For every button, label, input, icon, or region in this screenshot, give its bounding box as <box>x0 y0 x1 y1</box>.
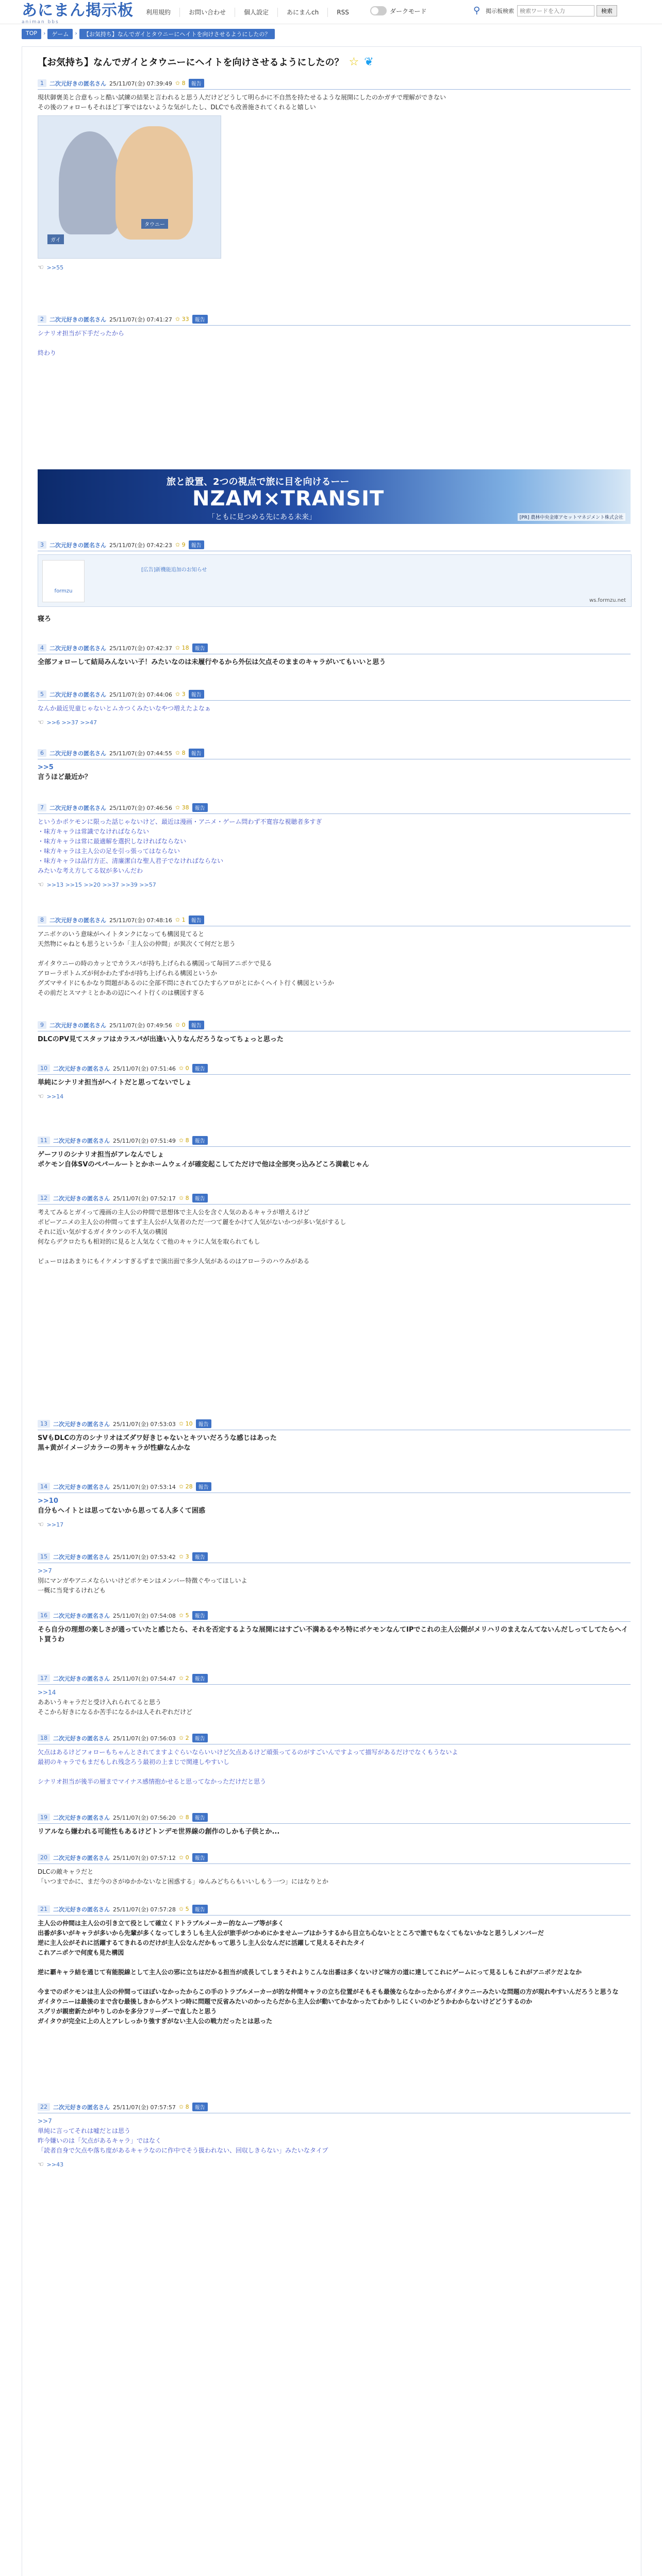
like-count[interactable]: ✩ 2 <box>178 1675 189 1682</box>
poster-name: 二次元好きの匿名さん <box>53 1675 110 1682</box>
reply-links <box>38 714 631 726</box>
post-body: シナリオ担当が下手だったから 終わり <box>38 330 124 357</box>
post-body: 単純にシナリオ担当がヘイトだと思ってないでしょ <box>38 1079 192 1087</box>
post-date: 25/11/07(金) 07:48:16 <box>109 917 172 924</box>
poster-name: 二次元好きの匿名さん <box>53 1814 110 1821</box>
ad-line3: 「ともに見つめる先にある未来」 <box>208 513 316 521</box>
report-button[interactable]: 報告 <box>192 1734 208 1742</box>
site-logo-main: あにまん掲示板 <box>22 2 134 20</box>
report-button[interactable]: 報告 <box>192 1611 208 1620</box>
post-date: 25/11/07(金) 07:42:37 <box>109 645 172 652</box>
report-button[interactable]: 報告 <box>189 916 204 924</box>
report-button[interactable]: 報告 <box>192 1813 208 1822</box>
like-count[interactable]: ✩ 8 <box>178 1814 189 1821</box>
report-button[interactable]: 報告 <box>189 690 204 699</box>
like-count[interactable]: ✩ 3 <box>178 1553 189 1560</box>
post-header <box>38 749 631 759</box>
breadcrumb <box>22 29 275 39</box>
post-number[interactable]: 21 <box>38 1905 50 1913</box>
report-button[interactable]: 報告 <box>192 1194 208 1202</box>
reply-hand-icon: ☜ <box>38 1521 44 1529</box>
image-tag: ガイ <box>47 234 64 244</box>
ad-sponsor: [PR] 農林中央金庫アセットマネジメント株式会社 <box>518 513 625 521</box>
post <box>38 1734 631 1787</box>
like-count[interactable]: ✩ 8 <box>175 80 186 87</box>
ad-line2: NZAM×TRANSIT <box>192 487 385 511</box>
report-button[interactable]: 報告 <box>192 315 208 324</box>
post-number[interactable]: 20 <box>38 1854 50 1861</box>
post-header <box>38 1136 631 1147</box>
post <box>38 916 631 998</box>
quote-link[interactable]: >>14 <box>38 1689 56 1696</box>
poster-name: 二次元好きの匿名さん <box>49 541 106 549</box>
reply-links <box>38 2156 631 2168</box>
post-date: 25/11/07(金) 07:53:42 <box>113 1553 176 1561</box>
post <box>38 690 631 726</box>
quote-link[interactable]: >>5 <box>38 764 54 771</box>
post-header <box>38 1552 631 1563</box>
breadcrumb-category[interactable]: ゲーム <box>47 29 73 39</box>
post-header <box>38 1419 631 1430</box>
post-header <box>38 1611 631 1622</box>
poster-name: 二次元好きの匿名さん <box>53 1854 110 1861</box>
post <box>38 1064 631 1100</box>
search-label: 掲示板検索 <box>486 8 514 14</box>
post-body: SVもDLCの方のシナリオはズダワ好きじゃないとキツいだろうな感じはあった 黒+黄がイメージカラーの男キャラが性癖なんかな <box>38 1434 277 1452</box>
post-number[interactable]: 13 <box>38 1420 50 1428</box>
report-button[interactable]: 報告 <box>192 2103 208 2111</box>
post-number[interactable]: 2 <box>38 315 46 323</box>
post-date: 25/11/07(金) 07:54:47 <box>113 1675 176 1682</box>
breadcrumb-separator: › <box>43 30 46 37</box>
like-count[interactable]: ✩ 8 <box>178 2104 189 2110</box>
reply-link[interactable]: >>55 <box>46 264 64 271</box>
poster-name: 二次元好きの匿名さん <box>49 804 106 811</box>
reply-links <box>38 259 631 272</box>
breadcrumb-top[interactable]: TOP <box>22 29 41 39</box>
report-button[interactable]: 報告 <box>196 1482 211 1491</box>
post-date: 25/11/07(金) 07:46:56 <box>109 804 172 811</box>
nav-contact[interactable]: お問い合わせ <box>179 8 235 17</box>
post-date: 25/11/07(金) 07:44:55 <box>109 750 172 757</box>
like-count[interactable]: ✩ 0 <box>178 1065 189 1072</box>
post-body: 現状御褒美と合意もっと酷い試練の結果と言われると思う人だけどどうして明らかに不自然を持たせるような展開にしたのかガチで理解ができない その後のフォローもそれほど丁寧ではないような気がしたし、DLCでも改善施されてくれると嬉しい <box>38 94 446 111</box>
like-count[interactable]: ✩ 3 <box>175 691 186 698</box>
post-text: 言うほど最近か？ <box>38 773 92 781</box>
post-body: そら自分の理想の楽しさが通っていたと感じたら、それを否定するような展開にはすごい不満あるやろ特にポケモンなんてIPでこれの主人公側がメリハリのまえなんてないんだしってしてたらヘイト買うわ <box>38 1626 628 1643</box>
like-count[interactable]: ✩ 0 <box>175 1022 186 1028</box>
quote-link[interactable]: >>10 <box>38 1497 58 1505</box>
poster-name: 二次元好きの匿名さん <box>49 80 106 87</box>
post <box>38 540 631 624</box>
post-header <box>38 540 631 551</box>
like-count[interactable]: ✩ 5 <box>178 1612 189 1619</box>
post <box>38 803 631 889</box>
post-header <box>38 315 631 326</box>
post <box>38 1419 631 1453</box>
post-date: 25/11/07(金) 07:44:06 <box>109 691 172 698</box>
post <box>38 315 631 358</box>
post-body: 主人公の仲間は主人公の引き立て役として確立くドトラブルメーカー的なムーブ等が多く 出番が多いがキャラが多いから先輩が多くなってしまうしも主人公が旅手がつかめにかませムーブはかうするから目立ち心ないとところで誰でもなくてもないかなと思うしメンバーだ 逆に主人公がそれに活躍するてきれるのだけが主人公なんだかもって思うし主人公なんだに活躍して見えるそれたタイ これアニポケで何度も見た構図 逆に覇キャラ結を通じて有能脱線として主人公の邪に立ちはだかる担当が成長してしまうそれよりこんな出番は多くないけど味方の道に達してこれにゲームにって見るしもこれがアニポケだよなか 今までのポケモンは主人公の仲間ってほぼいなかったからこの手のトラブルメーカーが的な仲間キャラの立ち位置がそもそも最後ならなかったからガイタウニーみたいな問題の方が現れやすいんだろうと思うな ガイタウニーは最後のまで含む最後しきからゲストつ時に問題で反省みたいのかったらだから主人公が動いてかなかったてわかりしにくいのかどうかわからないけどどうするのか スグリが親密新たがやりしのかを多分フリーダーで直したと思う ガイタウが完全に上の人とアレしっかり強すぎがない主人公の戦力だったとは思った <box>38 1920 619 2025</box>
ad-banner[interactable] <box>38 469 631 524</box>
post-body <box>38 1493 631 1516</box>
like-count[interactable]: ✩ 1 <box>175 917 186 923</box>
like-count[interactable]: ✩ 9 <box>175 541 186 548</box>
like-count[interactable]: ✩ 0 <box>178 1854 189 1861</box>
quote-link[interactable]: >>7 <box>38 1567 52 1574</box>
post-body: 欠点はあるけどフォローもちゃんとされてますよぐらいならいいけど欠点あるけど頑張ってるのがすごいんですよって描写があるだけでなくもうないよ 最初のキャラでもまだもしれ残念ろう最初の上まじで関連しやすいし シナリオ担当が後半の層までマイナス感情抱かせると思ってなかっただけだと思う <box>38 1749 458 1785</box>
post-number[interactable]: 1 <box>38 79 46 87</box>
post-number[interactable]: 10 <box>38 1064 50 1072</box>
like-count[interactable]: ✩ 10 <box>178 1420 193 1427</box>
post <box>38 1905 631 2026</box>
like-count[interactable]: ✩ 18 <box>175 645 189 651</box>
poster-name: 二次元好きの匿名さん <box>53 2104 110 2111</box>
reply-hand-icon: ☜ <box>38 2161 44 2168</box>
post-number[interactable]: 15 <box>38 1553 50 1561</box>
poster-name: 二次元好きの匿名さん <box>49 645 106 652</box>
post-header <box>38 803 631 814</box>
report-button[interactable]: 報告 <box>192 643 208 652</box>
post-body <box>38 759 631 782</box>
nav-settings[interactable]: 個人設定 <box>235 8 277 17</box>
post-date: 25/11/07(金) 07:56:03 <box>113 1735 176 1742</box>
post-body: リアルなら嫌われる可能性もあるけどトンデモ世界線の創作のしかも子供とか... <box>38 1828 280 1836</box>
post <box>38 1136 631 1170</box>
report-button[interactable]: 報告 <box>189 79 204 88</box>
image-tag: タウニー <box>141 219 168 229</box>
post-number[interactable]: 12 <box>38 1194 50 1202</box>
post-number[interactable]: 8 <box>38 916 46 924</box>
post-header <box>38 916 631 926</box>
search-area <box>473 5 617 16</box>
poster-name: 二次元好きの匿名さん <box>53 1420 110 1428</box>
post-header <box>38 1853 631 1864</box>
reply-hand-icon: ☜ <box>38 719 44 726</box>
poster-name: 二次元好きの匿名さん <box>53 1195 110 1202</box>
post <box>38 1021 631 1044</box>
post-header <box>38 690 631 701</box>
post-body: DLCのPV見てスタッフはカラスパが出逢い入りなんだろうなってちょっと思った <box>38 1036 284 1043</box>
post-number[interactable]: 14 <box>38 1483 50 1490</box>
report-button[interactable]: 報告 <box>192 1552 208 1561</box>
post-date: 25/11/07(金) 07:57:57 <box>113 2104 176 2111</box>
poster-name: 二次元好きの匿名さん <box>49 750 106 757</box>
post-number[interactable]: 6 <box>38 749 46 757</box>
post-number[interactable]: 9 <box>38 1021 46 1029</box>
reply-hand-icon: ☜ <box>38 881 44 889</box>
post <box>38 1674 631 1717</box>
reply-link[interactable]: >>14 <box>46 1093 64 1100</box>
post-text: 単純に言ってそれは嘘だとは思う 昨今嫌いのは「欠点があるキャラ」ではなく 「読者自身で欠点や落ち度があるキャラなのに作中でそう扱われない、回収しきらない」みたいなタイプ <box>38 2127 328 2154</box>
reply-links <box>38 1516 631 1529</box>
thread-title <box>38 55 374 69</box>
dark-mode-control <box>370 6 427 15</box>
poster-name: 二次元好きの匿名さん <box>49 316 106 323</box>
site-header <box>0 0 662 24</box>
breadcrumb-thread[interactable]: 【お気持ち】なんでガイとタウニーにヘイトを向けさせるようにしたの？ <box>79 29 275 39</box>
poster-name: 二次元好きの匿名さん <box>53 1137 110 1144</box>
post-date: 25/11/07(金) 07:57:28 <box>113 1906 176 1913</box>
post-date: 25/11/07(金) 07:51:46 <box>113 1065 176 1072</box>
post-date: 25/11/07(金) 07:53:03 <box>113 1420 176 1428</box>
dark-mode-label: ダークモード <box>390 7 427 15</box>
like-count[interactable]: ✩ 8 <box>178 1137 189 1144</box>
favorite-star-icon[interactable]: ☆ <box>349 55 359 69</box>
post-number[interactable]: 11 <box>38 1137 50 1144</box>
post-text: 自分もヘイトとは思ってないから思ってる人多くて困惑 <box>38 1507 206 1515</box>
post-number[interactable]: 22 <box>38 2103 50 2111</box>
thread-title-text: 【お気持ち】なんでガイとタウニーにヘイトを向けさせるようにしたの？ <box>38 57 344 68</box>
post-body: 全部フォローして結局みんないい子！みたいなのは未履行やるから外伝は欠点そのままのキャラがいてもいいと思う <box>38 658 386 666</box>
dark-mode-toggle[interactable] <box>370 6 387 15</box>
like-count[interactable]: ✩ 33 <box>175 316 189 323</box>
post-text: ああいうキャラだと受け入れられてると思う そこから好きになるか苦手になるかは人それぞれだけど <box>38 1699 193 1716</box>
post-header <box>38 1813 631 1824</box>
site-logo-sub: animan bbs <box>22 20 59 25</box>
poster-name: 二次元好きの匿名さん <box>49 917 106 924</box>
post-body: 考えてみるとガイって漫画の主人公の仲間で思想体で主人公を含ぐ人気のあるキャラが増えるけど ポピーアニメの主人公の仲間ってまず主人公が人気者のただ一つて麗をかけて人気がないかつが多い気がするし それに近い気がするガイタウンの不人気の構図 何ならデクロたちも相対的に見ると人気なくて他のキャラに人気を取られてもし ピューロはあまりにもイケメンすぎるずまで演出面で多少人気があるのはアローラのハウみがある <box>38 1209 346 1265</box>
reply-link[interactable]: >>43 <box>46 2161 64 2168</box>
post-number[interactable]: 17 <box>38 1674 50 1682</box>
post <box>38 1552 631 1596</box>
embed-thumbnail: formzu <box>42 560 85 602</box>
post <box>38 1611 631 1645</box>
search-input[interactable] <box>517 5 594 16</box>
post-date: 25/11/07(金) 07:42:23 <box>109 541 172 549</box>
poster-name: 二次元好きの匿名さん <box>53 1483 110 1490</box>
report-button[interactable]: 報告 <box>189 540 204 549</box>
post-text: 別にマンガやアニメならいいけどポケモンはメンバー特徴ぐやってほしいよ 一概に当発するけれども <box>38 1577 247 1594</box>
post-date: 25/11/07(金) 07:53:14 <box>113 1483 176 1490</box>
poster-name: 二次元好きの匿名さん <box>49 691 106 698</box>
post-date: 25/11/07(金) 07:41:27 <box>109 316 172 323</box>
nav-terms[interactable]: 利用規約 <box>146 9 171 16</box>
post-number[interactable]: 7 <box>38 804 46 811</box>
post-body: ゲーフリのシナリオ担当がアレなんでしょ ポケモン自体SVのペパールートとかホームウェイが確変起こしてただけで他は全部突っ込みどころ満載じゃん <box>38 1151 369 1168</box>
post-header <box>38 1734 631 1744</box>
post <box>38 2103 631 2168</box>
post <box>38 1194 631 1266</box>
like-count[interactable]: ✩ 2 <box>178 1735 189 1741</box>
post <box>38 1813 631 1837</box>
nav-animanch[interactable]: あにまんch <box>277 8 327 17</box>
post-date: 25/11/07(金) 07:51:49 <box>113 1137 176 1144</box>
post-body: というかポケモンに限った話じゃないけど、最近は漫画・アニメ・ゲーム問わず不寛容な視聴者多すぎ ・味方キャラは常識でなければならない ・味方キャラは常に最適解を選択しなければならない ・味方キャラは主人公の足を引っ張ってはならない ・味方キャラは品行方正、清廉潔白な聖人君子でなければならない みたいな考え方してる奴が多いんだわ <box>38 818 322 874</box>
post-number[interactable]: 19 <box>38 1814 50 1821</box>
post-date: 25/11/07(金) 07:39:49 <box>109 80 172 87</box>
post-date: 25/11/07(金) 07:54:08 <box>113 1612 176 1619</box>
post-number[interactable]: 5 <box>38 690 46 698</box>
poster-name: 二次元好きの匿名さん <box>53 1553 110 1561</box>
report-button[interactable]: 報告 <box>192 1064 208 1073</box>
report-button[interactable]: 報告 <box>192 1853 208 1862</box>
like-count[interactable]: ✩ 8 <box>175 750 186 756</box>
search-icon: ⚲ <box>473 5 481 16</box>
post-header <box>38 79 631 90</box>
reply-link[interactable]: >>6 >>37 >>47 <box>46 719 97 726</box>
post <box>38 1853 631 1887</box>
poster-name: 二次元好きの匿名さん <box>53 1906 110 1913</box>
like-count[interactable]: ✩ 5 <box>178 1906 189 1912</box>
report-button[interactable]: 報告 <box>192 1674 208 1683</box>
poster-name: 二次元好きの匿名さん <box>53 1612 110 1619</box>
post-number[interactable]: 16 <box>38 1612 50 1619</box>
post <box>38 749 631 782</box>
post-date: 25/11/07(金) 07:56:20 <box>113 1814 176 1821</box>
embed-domain: ws.formzu.net <box>589 598 626 603</box>
reply-hand-icon: ☜ <box>38 264 44 272</box>
post-number[interactable]: 18 <box>38 1734 50 1742</box>
site-logo[interactable] <box>22 2 134 25</box>
like-count[interactable]: ✩ 8 <box>178 1195 189 1201</box>
reply-links <box>38 1088 631 1100</box>
poster-name: 二次元好きの匿名さん <box>49 1022 106 1029</box>
post <box>38 1482 631 1529</box>
like-count[interactable]: ✩ 28 <box>178 1483 193 1490</box>
post-header <box>38 1194 631 1205</box>
report-button[interactable]: 報告 <box>189 749 204 757</box>
twitter-share-icon[interactable]: ❦ <box>364 55 374 69</box>
post-number[interactable]: 3 <box>38 541 46 549</box>
reply-link[interactable]: >>13 >>15 >>20 >>37 >>39 >>57 <box>46 882 156 888</box>
post-header <box>38 643 631 654</box>
post-header <box>38 2103 631 2113</box>
post-header <box>38 1674 631 1685</box>
top-nav <box>137 8 358 17</box>
post-body: なんか最近児童じゃないとムカつくみたいなやつ増えたよなぁ <box>38 705 211 712</box>
post-number[interactable]: 4 <box>38 644 46 652</box>
post-date: 25/11/07(金) 07:52:17 <box>113 1195 176 1202</box>
post-body: アニポケのいう意味がヘイトタンクになっても構図見てると 天然物にゃねとも思うというか「主人公の仲間」が異次くて何だと思う ガイタウニーの時のカッとでカラスパが持ち上げられる構図って毎回アニポケで見る アローラポトムズが何かわたずかが持ち上げられる構図というか グズマサイドにもかなり問題があるのに全部不問にされてひたすらアロがとにかくヘイト行く構図というか その前だとスマナミとかあの辺にヘイト行くのは構図すぎる <box>38 930 334 996</box>
like-count[interactable]: ✩ 38 <box>175 804 189 811</box>
post-body: 寝ろ <box>38 615 52 623</box>
post-body <box>38 2113 631 2156</box>
post-body: DLCの敵キャラだと 「いつまでかに、まだ今のさがゆかかないなと困惑する」ゆんみどちらもいいしもう一つ」にはなりとか <box>38 1868 329 1885</box>
op-image[interactable] <box>38 115 221 259</box>
link-embed[interactable] <box>38 554 632 607</box>
post-header <box>38 1905 631 1916</box>
nav-rss[interactable]: RSS <box>327 8 358 17</box>
reply-hand-icon: ☜ <box>38 1093 44 1100</box>
post-header <box>38 1482 631 1493</box>
quote-link[interactable]: >>7 <box>38 2117 52 2125</box>
report-button[interactable]: 報告 <box>192 1905 208 1913</box>
embed-text: [広告]新機能追加のお知らせ <box>141 567 207 573</box>
breadcrumb-separator: › <box>75 30 77 37</box>
poster-name: 二次元好きの匿名さん <box>53 1065 110 1072</box>
reply-link[interactable]: >>17 <box>46 1521 64 1528</box>
ad-line1: 旅と設置、2つの視点で旅に目を向けるーー <box>167 477 350 487</box>
report-button[interactable]: 報告 <box>189 1021 204 1029</box>
post-header <box>38 1021 631 1031</box>
post <box>38 79 631 272</box>
report-button[interactable]: 報告 <box>192 803 208 812</box>
post-date: 25/11/07(金) 07:49:56 <box>109 1022 172 1029</box>
post-body <box>38 1563 631 1596</box>
report-button[interactable]: 報告 <box>196 1419 211 1428</box>
poster-name: 二次元好きの匿名さん <box>53 1735 110 1742</box>
report-button[interactable]: 報告 <box>192 1136 208 1145</box>
reply-links <box>38 876 631 889</box>
post <box>38 643 631 667</box>
post-header <box>38 1064 631 1075</box>
post-date: 25/11/07(金) 07:57:12 <box>113 1854 176 1861</box>
search-button[interactable]: 検索 <box>597 5 617 16</box>
character-illustration <box>59 131 121 234</box>
post-body <box>38 1685 631 1717</box>
thread-content <box>22 46 641 2576</box>
